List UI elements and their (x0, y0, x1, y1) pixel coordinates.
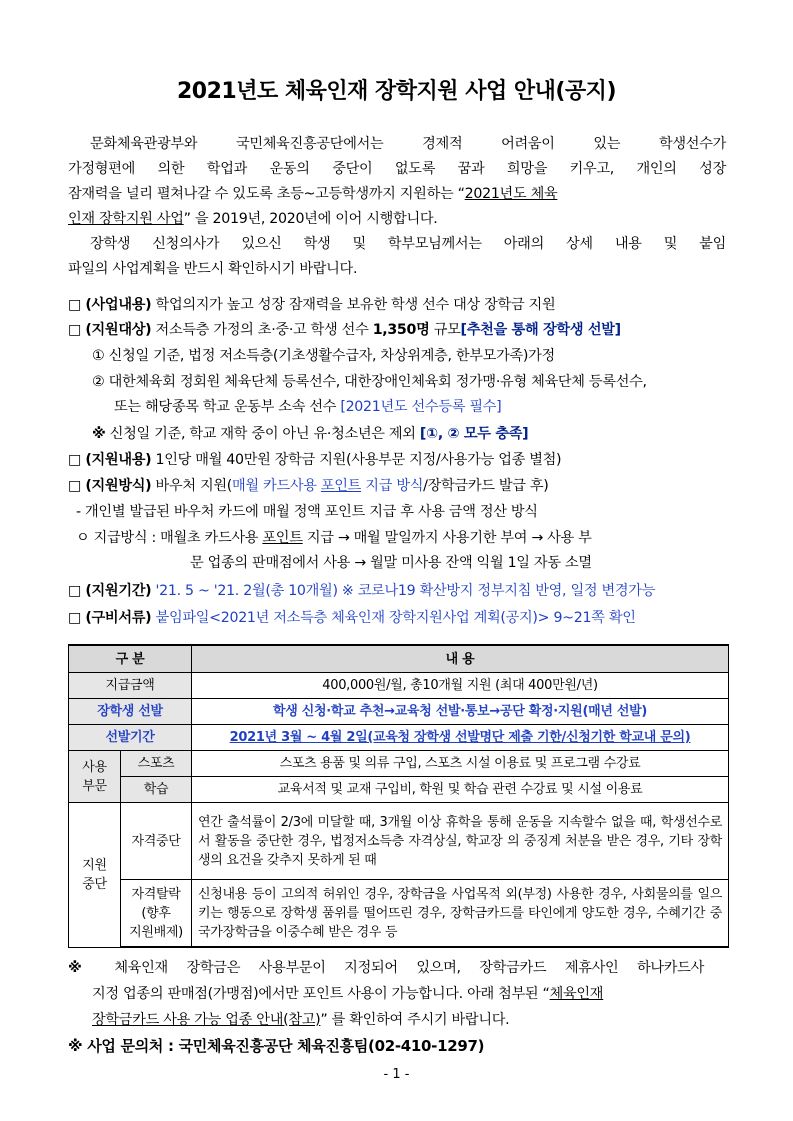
row-label-stop: 지원 중단 (69, 803, 121, 948)
row-value-sports: 스포츠 용품 및 의류 구입, 스포츠 시설 이용료 및 프로그램 수강료 (192, 751, 729, 777)
intro-line-2: 가정형편에 의한 학업과 운동의 중단이 없도록 꿈과 희망을 키우고, 개인의 성장 (68, 161, 726, 177)
target-note: ※ 신청일 기준, 학교 재학 중이 아닌 유·청소년은 제외 [①, ② 모두 충족] (92, 426, 529, 442)
method-o2: 문 업종의 판매점에서 사용 → 월말 미사용 잔액 익월 1일 자동 소멸 (190, 555, 592, 571)
table-header: 내 용 (192, 645, 729, 673)
table-row (69, 725, 729, 751)
intro-line-4: 인재 장학지원 사업” 을 2019년, 2020년에 이어 시행합니다. (68, 211, 438, 227)
row-sublabel-drop: 자격탈락 (향후 지원배제) (121, 880, 192, 948)
row-sublabel-sports: 스포츠 (121, 751, 192, 777)
intro-line-3: 잠재력을 널리 펼쳐나갈 수 있도록 초등~고등학생까지 지원하는 “2021년도 체육 (68, 186, 558, 202)
row-sublabel-study: 학습 (121, 777, 192, 803)
row-sublabel-qual: 자격중단 (121, 803, 192, 880)
method-dash: - 개인별 발급된 바우처 카드에 매월 정액 포인트 지급 후 사용 금액 정산 방식 (76, 504, 538, 520)
row-value-drop: 신청내용 등이 고의적 허위인 경우, 장학금을 사업목적 외(부정) 사용한 경우, 사회물의를 일으키는 행동으로 장학생 품위를 떨어뜨린 경우, 장학금카드를 타인에게 양도한 경우, 수혜기간 중 국가장학금을 이중수혜 받은 경우 등 (192, 880, 729, 948)
table-row (69, 673, 729, 699)
item-support: □ (지원내용) 1인당 매월 40만원 장학금 지원(사용부문 지정/사용가능 업종 별첨) (68, 452, 562, 468)
item-content: □ (사업내용) 학업의지가 높고 성장 잠재력을 보유한 학생 선수 대상 장학금 지원 (68, 297, 556, 313)
row-label-amount: 지급금액 (69, 673, 192, 699)
item-period: □ (지원기간) '21. 5 ~ '21. 2월(총 10개월) ※ 코로나19 확산방지 정부지침 반영, 일정 변경가능 (68, 583, 656, 599)
target-sub-2b: 또는 해당종목 학교 운동부 소속 선수 [2021년도 선수등록 필수] (114, 399, 502, 415)
page-number: - 1 - (383, 1067, 410, 1082)
target-sub-1: ① 신청일 기준, 법정 저소득층(기초생활수급자, 차상위계층, 한부모가족)가정 (92, 348, 555, 364)
intro2-line-2: 파일의 사업계획을 반드시 확인하시기 바랍니다. (68, 261, 358, 277)
row-value-qual: 연간 출석률이 2/3에 미달할 때, 3개월 이상 휴학을 통해 운동을 지속할수 없을 때, 학생선수로서 활동을 중단한 경우, 법정저소득층 자격상실, 학교장 의 중징계 처분을 받은 경우, 기타 장학생의 요건을 갖추지 못하게 된 때 (192, 803, 729, 880)
row-value-study: 교육서적 및 교재 구입비, 학원 및 학습 관련 수강료 및 시설 이용료 (192, 777, 729, 803)
row-label-select: 장학생 선발 (69, 699, 192, 725)
intro-line-1: 문화체육관광부와 국민체육진흥공단에서는 경제적 어려움이 있는 학생선수가 (90, 136, 726, 152)
footer-note-1: ※ 체육인재 장학금은 사용부문이 지정되어 있으며, 장학금카드 제휴사인 하나카드사 (68, 960, 704, 976)
table-header-row (69, 645, 729, 673)
row-value-select: 학생 신청·학교 추천→교육청 선발·통보→공단 확정·지원(매년 선발) (192, 699, 729, 725)
row-value-amount: 400,000원/월, 총10개월 지원 (최대 400만원/년) (192, 673, 729, 699)
row-label-period: 선발기간 (69, 725, 192, 751)
item-method: □ (지원방식) 바우처 지원(매월 카드사용 포인트 지급 방식/장학금카드 발급 후) (68, 478, 549, 494)
row-label-use: 사용 부문 (69, 751, 121, 803)
target-sub-2a: ② 대한체육회 정회원 체육단체 등록선수, 대한장애인체육회 정가맹·유형 체육단체 등록선수, (92, 374, 647, 390)
row-value-period: 2021년 3월 ~ 4월 2일(교육청 장학생 선발명단 제출 기한/신청기한 학교내 문의) (192, 725, 729, 751)
table-row (69, 751, 729, 777)
table-row (69, 803, 729, 880)
item-docs: □ (구비서류) 붙임파일<2021년 저소득층 체육인재 장학지원사업 계획(공지)> 9~21쪽 확인 (68, 610, 636, 626)
intro2-line-1: 장학생 신청의사가 있으신 학생 및 학부모님께서는 아래의 상세 내용 및 붙임 (90, 236, 726, 252)
method-o1: ㅇ 지급방식 : 매월초 카드사용 포인트 지급 → 매월 말일까지 사용기한 부여 → 사용 부 (76, 530, 592, 546)
item-target: □ (지원대상) 저소득층 가정의 초·중·고 학생 선수 1,350명 규모[추천을 통해 장학생 선발] (68, 322, 621, 338)
footer-note-3: 장학금카드 사용 가능 업종 안내(참고)” 를 확인하여 주시기 바랍니다. (92, 1012, 510, 1028)
table-header: 구 분 (69, 645, 192, 673)
info-table (68, 644, 729, 948)
table-row (69, 880, 729, 948)
page-title: 2021년도 체육인재 장학지원 사업 안내(공지) (176, 79, 616, 104)
table-row (69, 777, 729, 803)
contact-info: ※ 사업 문의처 : 국민체육진흥공단 체육진흥팀(02-410-1297) (68, 1037, 485, 1055)
footer-note-2: 지정 업종의 판매점(가맹점)에서만 포인트 사용이 가능합니다. 아래 첨부된 “체육인재 (92, 986, 604, 1002)
table-row (69, 699, 729, 725)
